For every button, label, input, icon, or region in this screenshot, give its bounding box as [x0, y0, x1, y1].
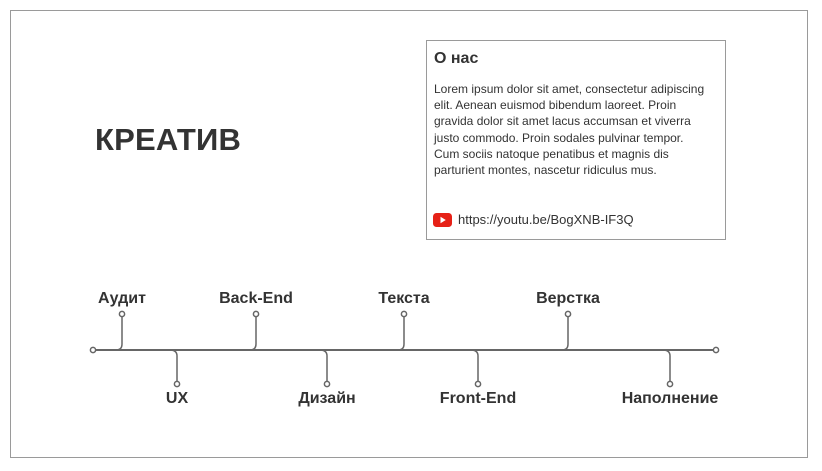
milestone-design: Дизайн: [298, 390, 356, 407]
about-card: [426, 40, 726, 240]
youtube-icon: [433, 213, 452, 227]
youtube-link-text: https://youtu.be/BogXNB-IF3Q: [458, 212, 634, 227]
milestone-ux: UX: [165, 390, 189, 407]
milestone-content: Наполнение: [621, 390, 719, 407]
milestone-audit: Аудит: [98, 290, 146, 307]
about-text: Lorem ipsum dolor sit amet, consectetur adipiscing elit. Aenean euismod bibendum laoreet. Proin gravida dolor sit amet lacus accumsan et viverra justo commodo. Proin sodales pulvinar tempor. Cum sociis natoque penatibus et magnis dis parturient montes, nascetur ridiculus mus.: [434, 82, 705, 178]
milestone-front-end: Front-End: [439, 390, 517, 407]
milestone-texts: Текста: [378, 290, 430, 307]
page-title: КРЕАТИВ: [95, 122, 242, 157]
milestone-back-end: Back-End: [219, 290, 293, 307]
about-heading: О нас: [434, 50, 479, 67]
youtube-link[interactable]: [433, 212, 634, 227]
milestone-layout: Верстка: [536, 290, 600, 307]
